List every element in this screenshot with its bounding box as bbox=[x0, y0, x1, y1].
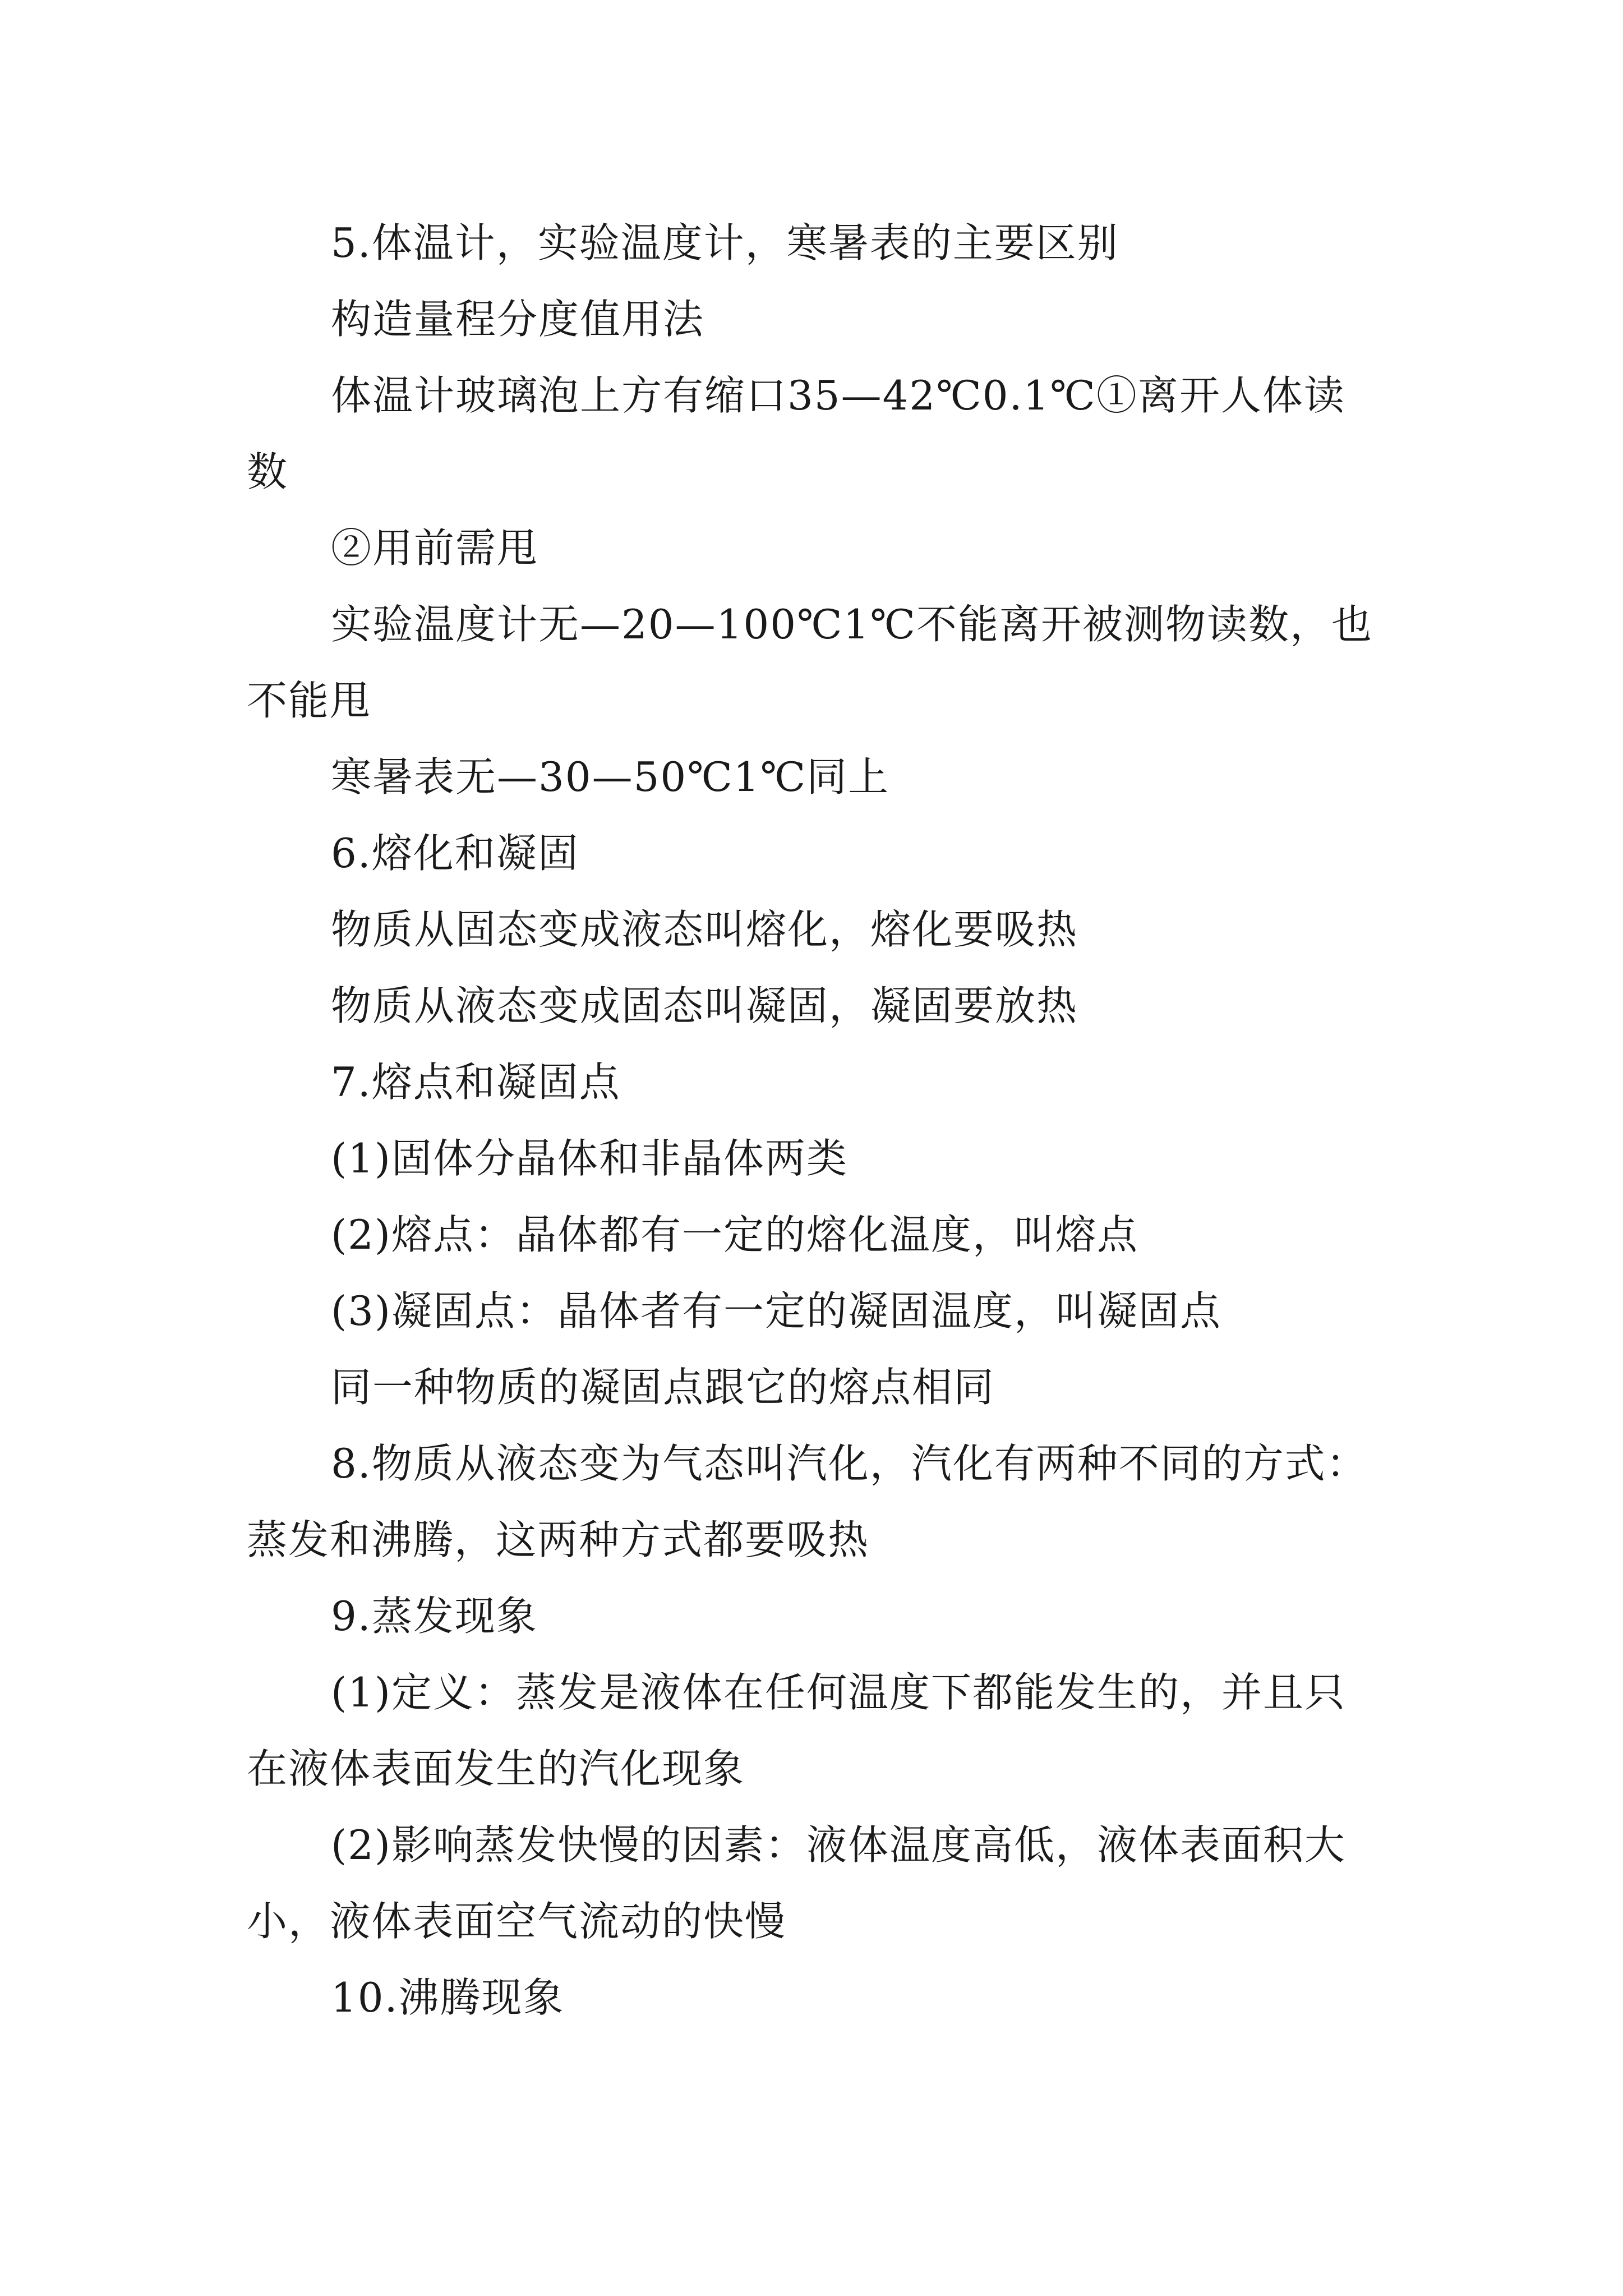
paragraph: (1)固体分晶体和非晶体两类 bbox=[331, 1135, 848, 1182]
paragraph: ②用前需甩 bbox=[331, 524, 539, 572]
paragraph: 实验温度计无—20—100℃1℃不能离开被测物读数，也不能甩 bbox=[247, 601, 1373, 724]
paragraph: 同一种物质的凝固点跟它的熔点相同 bbox=[331, 1364, 995, 1411]
paragraph: 寒暑表无—30—50℃1℃同上 bbox=[331, 753, 890, 800]
paragraph: (1)定义：蒸发是液体在任何温度下都能发生的，并且只在液体表面发生的汽化现象 bbox=[247, 1669, 1346, 1792]
paragraph: 8.物质从液态变为气态叫汽化，汽化有两种不同的方式：蒸发和沸腾，这两种方式都要吸热 bbox=[247, 1440, 1368, 1563]
paragraph: 5.体温计，实验温度计，寒暑表的主要区别 bbox=[331, 219, 1119, 266]
paragraph: (2)影响蒸发快慢的因素：液体温度高低，液体表面积大小，液体表面空气流动的快慢 bbox=[247, 1821, 1346, 1945]
document-body bbox=[247, 205, 1380, 2036]
paragraph: 9.蒸发现象 bbox=[331, 1593, 538, 1640]
paragraph: 物质从固态变成液态叫熔化，熔化要吸热 bbox=[331, 906, 1078, 953]
paragraph: 6.熔化和凝固 bbox=[331, 830, 579, 877]
paragraph: (3)凝固点：晶体者有一定的凝固温度，叫凝固点 bbox=[331, 1287, 1221, 1335]
paragraph: 物质从液态变成固态叫凝固，凝固要放热 bbox=[331, 982, 1078, 1029]
paragraph: (2)熔点：晶体都有一定的熔化温度，叫熔点 bbox=[331, 1211, 1138, 1258]
paragraph: 10.沸腾现象 bbox=[331, 1974, 565, 2021]
paragraph: 7.熔点和凝固点 bbox=[331, 1059, 621, 1106]
paragraph: 构造量程分度值用法 bbox=[331, 296, 705, 343]
paragraph: 体温计玻璃泡上方有缩口35—42℃0.1℃①离开人体读数 bbox=[247, 372, 1345, 495]
